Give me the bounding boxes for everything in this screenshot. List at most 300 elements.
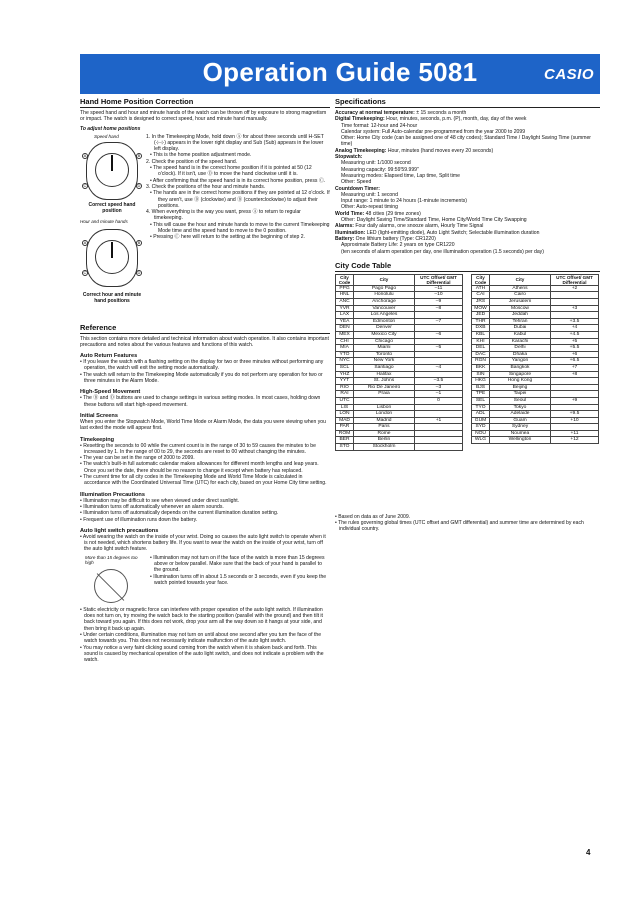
city-name-cell: Dhaka <box>490 351 551 358</box>
spec-label: Digital Timekeeping: <box>335 116 385 123</box>
list-item: • Under certain conditions, illumination may not turn on until about one second after you turn the face of the watch towards you. This does not necessarily indicate malfunction of the auto light switch. <box>80 632 330 645</box>
city-name-cell: Athens <box>490 285 551 292</box>
spec-value: Four daily alarms, one snooze alarm, Hourly Time Signal <box>353 223 484 230</box>
city-code-cell: ANC <box>336 299 354 306</box>
city-table-right <box>471 274 599 444</box>
city-name-cell: Jerusalem <box>490 299 551 306</box>
spec-label: World Time: <box>335 210 365 217</box>
table-row <box>336 397 463 404</box>
spec-label: Illumination: <box>335 229 366 236</box>
city-code-cell: YVR <box>336 305 354 312</box>
watch-speed-illustration <box>83 142 141 200</box>
city-name-cell: Toronto <box>354 351 415 358</box>
utc-offset-cell: +2 <box>551 285 599 292</box>
table-row <box>336 331 463 338</box>
spec-label: Alarms: <box>335 223 354 230</box>
column-header: City <box>490 274 551 285</box>
correct-hour-caption: Correct hour and minute hand positions <box>82 291 142 304</box>
spec-value: Measuring unit: 1 second <box>341 191 398 198</box>
city-name-cell: Beijing <box>490 384 551 391</box>
table-row <box>472 351 599 358</box>
city-code-cell: JRS <box>472 299 490 306</box>
city-name-cell: Honolulu <box>354 292 415 299</box>
utc-offset-cell <box>551 384 599 391</box>
spec-line <box>335 135 600 148</box>
city-name-cell: Los Angeles <box>354 312 415 319</box>
column-header: UTC Offset/ GMT Differential <box>415 274 463 285</box>
city-name-cell: Guam <box>490 417 551 424</box>
table-row <box>336 391 463 398</box>
table-row <box>336 430 463 437</box>
button-b-icon: B <box>137 152 141 158</box>
city-name-cell: Denver <box>354 325 415 332</box>
utc-offset-cell <box>415 411 463 418</box>
spec-value: Time format: 12-hour and 24-hour <box>341 122 418 129</box>
table-row <box>336 371 463 378</box>
city-code-cell: CHI <box>336 338 354 345</box>
spec-value: LED (light-emitting diode), Auto Light Switch; Selectable illumination duration <box>365 229 540 236</box>
table-row <box>336 384 463 391</box>
city-code-cell: RGN <box>472 358 490 365</box>
city-name-cell: Adelaide <box>490 411 551 418</box>
city-code-cell: LAX <box>336 312 354 319</box>
button-d-icon: D <box>137 269 141 275</box>
spec-value: One lithium battery (Type: CR1220) <box>354 235 436 242</box>
city-tables <box>335 274 600 514</box>
utc-offset-cell: +12 <box>551 437 599 444</box>
table-row <box>336 364 463 371</box>
spec-value: 48 cities (29 time zones) <box>364 210 421 217</box>
spec-value: Other: Speed <box>341 179 372 186</box>
utc-offset-cell <box>415 351 463 358</box>
utc-offset-cell: –9 <box>415 299 463 306</box>
table-row <box>472 292 599 299</box>
page-title: Operation Guide 5081 <box>202 57 478 87</box>
hand-home-intro: The speed hand and hour and minute hands of the watch can be thrown off by exposure to strong magnetism or impact. The watch is designed to correct speed, hour and minute hand manually. <box>80 110 327 123</box>
city-name-cell: Stockholm <box>354 444 415 451</box>
table-row <box>472 371 599 378</box>
utc-offset-cell: +5.5 <box>551 345 599 352</box>
city-name-cell: Miami <box>354 345 415 352</box>
city-code-cell: THR <box>472 318 490 325</box>
city-code-cell: LIS <box>336 404 354 411</box>
utc-offset-cell <box>551 299 599 306</box>
city-code-cell: DEL <box>472 345 490 352</box>
hour-hand-mark <box>111 242 113 258</box>
utc-offset-cell: –10 <box>415 292 463 299</box>
list-item: • Illumination turns off automatically depends on the current illumination duration setting. <box>80 510 330 516</box>
utc-offset-cell: +6.5 <box>551 358 599 365</box>
city-code-cell: KBL <box>472 331 490 338</box>
city-code-cell: MEX <box>336 331 354 338</box>
utc-offset-cell: –7 <box>415 318 463 325</box>
city-code-cell: DEN <box>336 325 354 332</box>
spec-value: Other: Auto-repeat timing <box>341 204 398 211</box>
city-name-cell: Wellington <box>490 437 551 444</box>
city-code-cell: YEA <box>336 318 354 325</box>
city-name-cell: Tokyo <box>490 404 551 411</box>
city-name-cell: Madrid <box>354 417 415 424</box>
button-a-icon: A <box>83 152 87 158</box>
utc-offset-cell <box>551 424 599 431</box>
table-row <box>472 338 599 345</box>
city-name-cell <box>354 397 415 404</box>
city-code-cell: PAR <box>336 424 354 431</box>
table-row <box>472 397 599 404</box>
utc-offset-cell: –4 <box>415 364 463 371</box>
step-item: • This will cause the hour and minute hands to move to the current Timekeeping Mode time and the speed hand to move to the 0 position. <box>150 221 330 235</box>
utc-offset-cell: +6 <box>551 351 599 358</box>
spec-value: Measuring capacity: 99:59'59.999" <box>341 166 419 173</box>
city-code-cell: BER <box>336 437 354 444</box>
table-row <box>336 358 463 365</box>
table-row <box>336 378 463 385</box>
utc-offset-cell: +7 <box>551 364 599 371</box>
list-item: • Based on data as of June 2009. <box>335 514 600 520</box>
city-code-cell: CAI <box>472 292 490 299</box>
hand-home-title: Hand Home Position Correction <box>80 97 330 108</box>
city-name-cell: Santiago <box>354 364 415 371</box>
list-item: • The current time for all city codes in the Timekeeping Mode and World Time Mode is calculated in accordance with the Coordinated Universal Time (UTC) for each city, based on your Home City time setting. <box>80 474 330 487</box>
spec-value: Other: Home City code (can be assigned one of 48 city codes); Standard Time / Daylight Saving Time (summer time) <box>341 135 591 148</box>
spec-label: Battery: <box>335 235 355 242</box>
utc-offset-cell: +3 <box>551 305 599 312</box>
spec-value: Other: Daylight Saving Time/Standard Time, Home City/World Time City Swapping <box>341 217 527 224</box>
city-code-cell: SEL <box>472 397 490 404</box>
spec-line <box>335 249 600 255</box>
list-item: • Illumination turns off automatically whenever an alarm sounds. <box>80 504 330 510</box>
utc-offset-cell: +8 <box>551 371 599 378</box>
table-row <box>472 384 599 391</box>
illumination-list <box>80 498 330 523</box>
auto-light-side-list <box>150 555 330 586</box>
button-b-icon: B <box>137 239 141 245</box>
city-code-cell: HKG <box>472 378 490 385</box>
city-name-cell: Bangkok <box>490 364 551 371</box>
city-name-cell: Dubai <box>490 325 551 332</box>
table-row <box>472 305 599 312</box>
utc-offset-cell: 0 <box>415 397 463 404</box>
table-row <box>472 417 599 424</box>
city-code-cell: PPG <box>336 285 354 292</box>
header-banner <box>80 54 600 94</box>
utc-offset-cell: –3 <box>415 384 463 391</box>
city-code-cell: KHI <box>472 338 490 345</box>
city-name-cell: Singapore <box>490 371 551 378</box>
table-row <box>472 430 599 437</box>
city-code-cell: DAC <box>472 351 490 358</box>
city-name-cell: Seoul <box>490 397 551 404</box>
city-code-cell: SIN <box>472 371 490 378</box>
utc-offset-cell <box>551 404 599 411</box>
right-column <box>335 97 600 533</box>
city-name-cell: Taipei <box>490 391 551 398</box>
auto-light-block <box>80 555 330 607</box>
city-name-cell: Hong Kong <box>490 378 551 385</box>
utc-offset-cell <box>415 430 463 437</box>
table-row <box>472 424 599 431</box>
spec-label: Stopwatch: <box>335 154 363 161</box>
utc-offset-cell: –1 <box>415 391 463 398</box>
city-code-cell: LON <box>336 411 354 418</box>
city-name-cell: Lisbon <box>354 404 415 411</box>
table-row <box>336 292 463 299</box>
timekeeping-title: Timekeeping <box>80 436 115 443</box>
city-name-cell: St. Johns <box>354 378 415 385</box>
city-code-cell: DXB <box>472 325 490 332</box>
city-name-cell: Karachi <box>490 338 551 345</box>
watch-hour-illustration <box>83 229 141 287</box>
spec-label: Accuracy at normal temperature: <box>335 110 415 116</box>
button-a-icon: A <box>83 239 87 245</box>
utc-offset-cell <box>551 391 599 398</box>
utc-offset-cell: –3.5 <box>415 378 463 385</box>
button-d-icon: D <box>137 182 141 188</box>
list-item: • The year can be set in the range of 2000 to 2099. <box>80 455 330 461</box>
table-row <box>472 331 599 338</box>
auto-light-more-list <box>80 607 330 664</box>
no-sign-icon <box>94 569 128 603</box>
high-speed-list <box>80 395 330 408</box>
utc-offset-cell: –5 <box>415 345 463 352</box>
city-name-cell: Praia <box>354 391 415 398</box>
table-row <box>472 285 599 292</box>
spec-value: Approximate Battery Life: 2 years on type CR1220 <box>341 242 455 249</box>
step-item: • Pressing Ⓒ here will return to the setting at the beginning of step 2. <box>150 234 305 241</box>
hour-minute-label: Hour and minute hands <box>80 218 128 224</box>
city-code-cell: MOW <box>472 305 490 312</box>
table-row <box>336 437 463 444</box>
table-row <box>336 351 463 358</box>
spec-value: Calendar system: Full Auto-calendar pre-programmed from the year 2000 to 2099 <box>341 128 526 135</box>
table-row <box>472 318 599 325</box>
spec-label: Countdown Timer: <box>335 185 380 192</box>
city-code-cell: RIO <box>336 384 354 391</box>
utc-offset-cell <box>415 312 463 319</box>
city-code-cell: STO <box>336 444 354 451</box>
timekeeping-list <box>80 443 330 487</box>
speed-hand-mark <box>111 155 113 171</box>
city-name-cell: Moscow <box>490 305 551 312</box>
city-code-cell: MAD <box>336 417 354 424</box>
step-item: 4. When everything is the way you want, press Ⓐ to return to regular timekeeping. <box>146 209 301 222</box>
utc-offset-cell: –11 <box>415 285 463 292</box>
city-name-cell: Edmonton <box>354 318 415 325</box>
city-code-cell: TPE <box>472 391 490 398</box>
city-code-cell: JED <box>472 312 490 319</box>
utc-offset-cell <box>415 338 463 345</box>
hand-home-block <box>80 134 330 319</box>
table-row <box>336 411 463 418</box>
hand-home-steps <box>146 134 330 241</box>
city-code-cell: YYT <box>336 378 354 385</box>
list-item: • Illumination turns off in about 1.5 seconds or 3 seconds, even if you keep the watch pointed towards your face. <box>150 574 330 587</box>
city-code-cell: ATH <box>472 285 490 292</box>
city-name-cell: Rio De Janeiro <box>354 384 415 391</box>
city-code-cell: WLG <box>472 437 490 444</box>
spec-value: Measuring modes: Elapsed time, Lap time, Split time <box>341 172 460 179</box>
column-header: City Code <box>336 274 354 285</box>
city-name-cell: Paris <box>354 424 415 431</box>
initial-screens-title: Initial Screens <box>80 412 118 419</box>
column-header: City <box>354 274 415 285</box>
city-code-cell: ROM <box>336 430 354 437</box>
reference-intro: This section contains more detailed and technical information about watch operation. It also contains important precautions and notes about the various features and functions of this watch. <box>80 335 329 348</box>
utc-offset-cell <box>415 444 463 451</box>
utc-offset-cell <box>415 371 463 378</box>
city-name-cell: Sydney <box>490 424 551 431</box>
speed-hand-label: Speed hand <box>94 133 119 139</box>
steps-list <box>146 134 330 241</box>
utc-offset-cell: +9.5 <box>551 411 599 418</box>
city-name-cell: Chicago <box>354 338 415 345</box>
list-item: • You may notice a very faint clicking sound coming from the watch when it is shaken back and forth. This sound is caused by mechanical operation of the auto light switch, and does not indicate a problem with the watch. <box>80 645 330 664</box>
utc-offset-cell <box>415 404 463 411</box>
table-row <box>472 345 599 352</box>
utc-offset-cell: –8 <box>415 305 463 312</box>
illumination-title: Illumination Precautions <box>80 491 145 498</box>
table-row <box>336 299 463 306</box>
utc-offset-cell <box>415 424 463 431</box>
table-row <box>472 404 599 411</box>
spec-value: (ten seconds of alarm operation per day, one illumination operation (1.5 seconds) per day) <box>341 248 544 255</box>
table-row <box>336 345 463 352</box>
table-row <box>472 358 599 365</box>
list-item: • The watch's built-in full automatic calendar makes allowances for different month lengths and leap years. Once you set the date, there should be no reason to change it except when battery has replaced. <box>80 461 330 474</box>
utc-offset-cell: +10 <box>551 417 599 424</box>
to-adjust-label: To adjust home positions <box>80 125 141 132</box>
table-header-row <box>472 274 599 285</box>
city-name-cell: Vancouver <box>354 305 415 312</box>
button-c-icon: C <box>83 182 87 188</box>
utc-offset-cell <box>415 358 463 365</box>
list-item: • Frequent use of illumination runs down the battery. <box>80 517 330 523</box>
table-row <box>336 312 463 319</box>
city-name-cell: Kabul <box>490 331 551 338</box>
spec-value: Input range: 1 minute to 24 hours (1-minute increments) <box>341 198 467 205</box>
utc-offset-cell <box>415 325 463 332</box>
city-code-cell: YTO <box>336 351 354 358</box>
city-name-cell: Rome <box>354 430 415 437</box>
table-row <box>336 285 463 292</box>
list-item: • Illumination may not turn on if the face of the watch is more than 15 degrees above or below parallel. Make sure that the back of your hand is parallel to the ground. <box>150 555 330 574</box>
angle-label: More than 15 degrees too high <box>85 554 138 565</box>
table-header-row <box>336 274 463 285</box>
button-c-icon: C <box>83 269 87 275</box>
specifications-list <box>335 110 600 255</box>
city-code-cell: BKK <box>472 364 490 371</box>
city-name-cell: London <box>354 411 415 418</box>
city-code-cell: UTC <box>336 397 354 404</box>
utc-offset-cell <box>551 312 599 319</box>
city-name-cell: Pago Pago <box>354 285 415 292</box>
city-code-cell: YHZ <box>336 371 354 378</box>
initial-screens-text: When you enter the Stopwatch Mode, World Time Mode or Alarm Mode, the data you were viewing when you last exited the mode will appear first. <box>80 418 326 432</box>
auto-return-list <box>80 359 330 384</box>
auto-light-side-text <box>150 555 330 586</box>
city-code-cell: NOU <box>472 430 490 437</box>
spec-value: ± 15 seconds a month <box>414 110 467 116</box>
correct-speed-caption: Correct speed hand position <box>88 201 136 214</box>
city-code-cell: NYC <box>336 358 354 365</box>
utc-offset-cell <box>415 437 463 444</box>
spec-value: Hour, minutes, seconds, p.m. (P), month, day, day of the week <box>384 116 527 123</box>
table-row <box>336 325 463 332</box>
city-name-cell: Berlin <box>354 437 415 444</box>
utc-offset-cell: +4 <box>551 325 599 332</box>
table-row <box>336 404 463 411</box>
table-row <box>472 378 599 385</box>
left-column <box>80 97 330 663</box>
city-table-notes <box>335 514 600 533</box>
city-name-cell: Mexico City <box>354 331 415 338</box>
city-code-cell: TYO <box>472 404 490 411</box>
list-item: • Avoid wearing the watch on the inside of your wrist. Doing so causes the auto light switch to operate when it is not needed, which shortens battery life. If you want to wear the watch on the inside of your wrist, turn off the auto light switch feature. <box>80 534 330 553</box>
page-number: 4 <box>586 848 591 857</box>
column-header: City Code <box>472 274 490 285</box>
table-row <box>336 424 463 431</box>
city-name-cell: New York <box>354 358 415 365</box>
spec-label: Analog Timekeeping: <box>335 147 387 154</box>
spec-value: Measuring unit: 1/1000 second <box>341 160 411 167</box>
city-name-cell: Jeddah <box>490 312 551 319</box>
step-item: • After confirming that the speed hand is in its correct home position, press Ⓒ. <box>150 177 326 184</box>
step-item: • This is the home position adjustment mode. <box>150 152 252 159</box>
table-row <box>472 325 599 332</box>
list-item: • Resetting the seconds to 00 while the current count is in the range of 30 to 59 causes the minutes to be increased by 1. In the range of 00 to 29, the seconds are reset to 00 without changing the minutes. <box>80 443 330 456</box>
table-row <box>472 299 599 306</box>
city-code-cell: SYD <box>472 424 490 431</box>
table-row <box>336 338 463 345</box>
step-item: • The speed hand is in the correct home position if it is pointed at 50 (12 o'clock). If it isn't, use Ⓓ to move the hand clockwise until it is. <box>150 165 312 178</box>
step-item: 3. Check the positions of the hour and minute hands. <box>146 183 266 190</box>
table-row <box>472 391 599 398</box>
list-item: • Static electricity or magnetic force can interfere with proper operation of the auto light switch. If illumination does not turn on, try moving the watch back to the starting position (parallel with the ground) and then tilt it back toward you again. If this does not work, drop your arm all the way down so it hangs at your side, and then bring it back up again. <box>80 607 330 632</box>
city-code-cell: ADL <box>472 411 490 418</box>
list-item: • The rules governing global times (UTC offset and GMT differential) and summer time are determined by each individual country. <box>335 520 600 533</box>
utc-offset-cell: +5 <box>551 338 599 345</box>
specifications-title: Specifications <box>335 97 600 108</box>
table-row <box>336 444 463 451</box>
city-code-cell: HNL <box>336 292 354 299</box>
city-name-cell: Noumea <box>490 430 551 437</box>
city-name-cell: Anchorage <box>354 299 415 306</box>
utc-offset-cell <box>551 292 599 299</box>
spec-value: Hour, minutes (hand moves every 20 seconds) <box>386 147 494 154</box>
table-row <box>336 305 463 312</box>
auto-return-title: Auto Return Features <box>80 353 138 360</box>
step-item: • The hands are in the correct home positions if they are pointed at 12 o'clock. If they aren't, use Ⓓ (clockwise) and Ⓑ (counterclockwise) to adjust their positions. <box>150 190 330 209</box>
list-item: • If you leave the watch with a flashing setting on the display for two or three minutes without performing any operation, the watch will exit the setting mode automatically. <box>80 359 330 372</box>
auto-light-title: Auto light switch precautions <box>80 527 159 534</box>
utc-offset-cell: +4.5 <box>551 331 599 338</box>
table-row <box>336 318 463 325</box>
city-name-cell: Cairo <box>490 292 551 299</box>
table-row <box>472 312 599 319</box>
table-row <box>472 364 599 371</box>
city-code-cell: GUM <box>472 417 490 424</box>
city-code-cell: MIA <box>336 345 354 352</box>
table-row <box>472 437 599 444</box>
reference-title: Reference <box>80 323 330 334</box>
table-row <box>472 411 599 418</box>
list-item: • The watch will return to the Timekeeping Mode automatically if you do not perform any operation for two or three minutes in the Alarm Mode. <box>80 372 330 385</box>
list-item: • The Ⓑ and Ⓓ buttons are used to change settings in various setting modes. In most cases, holding down these buttons will start high-speed movement. <box>80 395 330 408</box>
utc-offset-cell: –6 <box>415 331 463 338</box>
city-table-left <box>335 274 463 451</box>
high-speed-title: High-Speed Movement <box>80 389 141 396</box>
city-name-cell: Tehran <box>490 318 551 325</box>
